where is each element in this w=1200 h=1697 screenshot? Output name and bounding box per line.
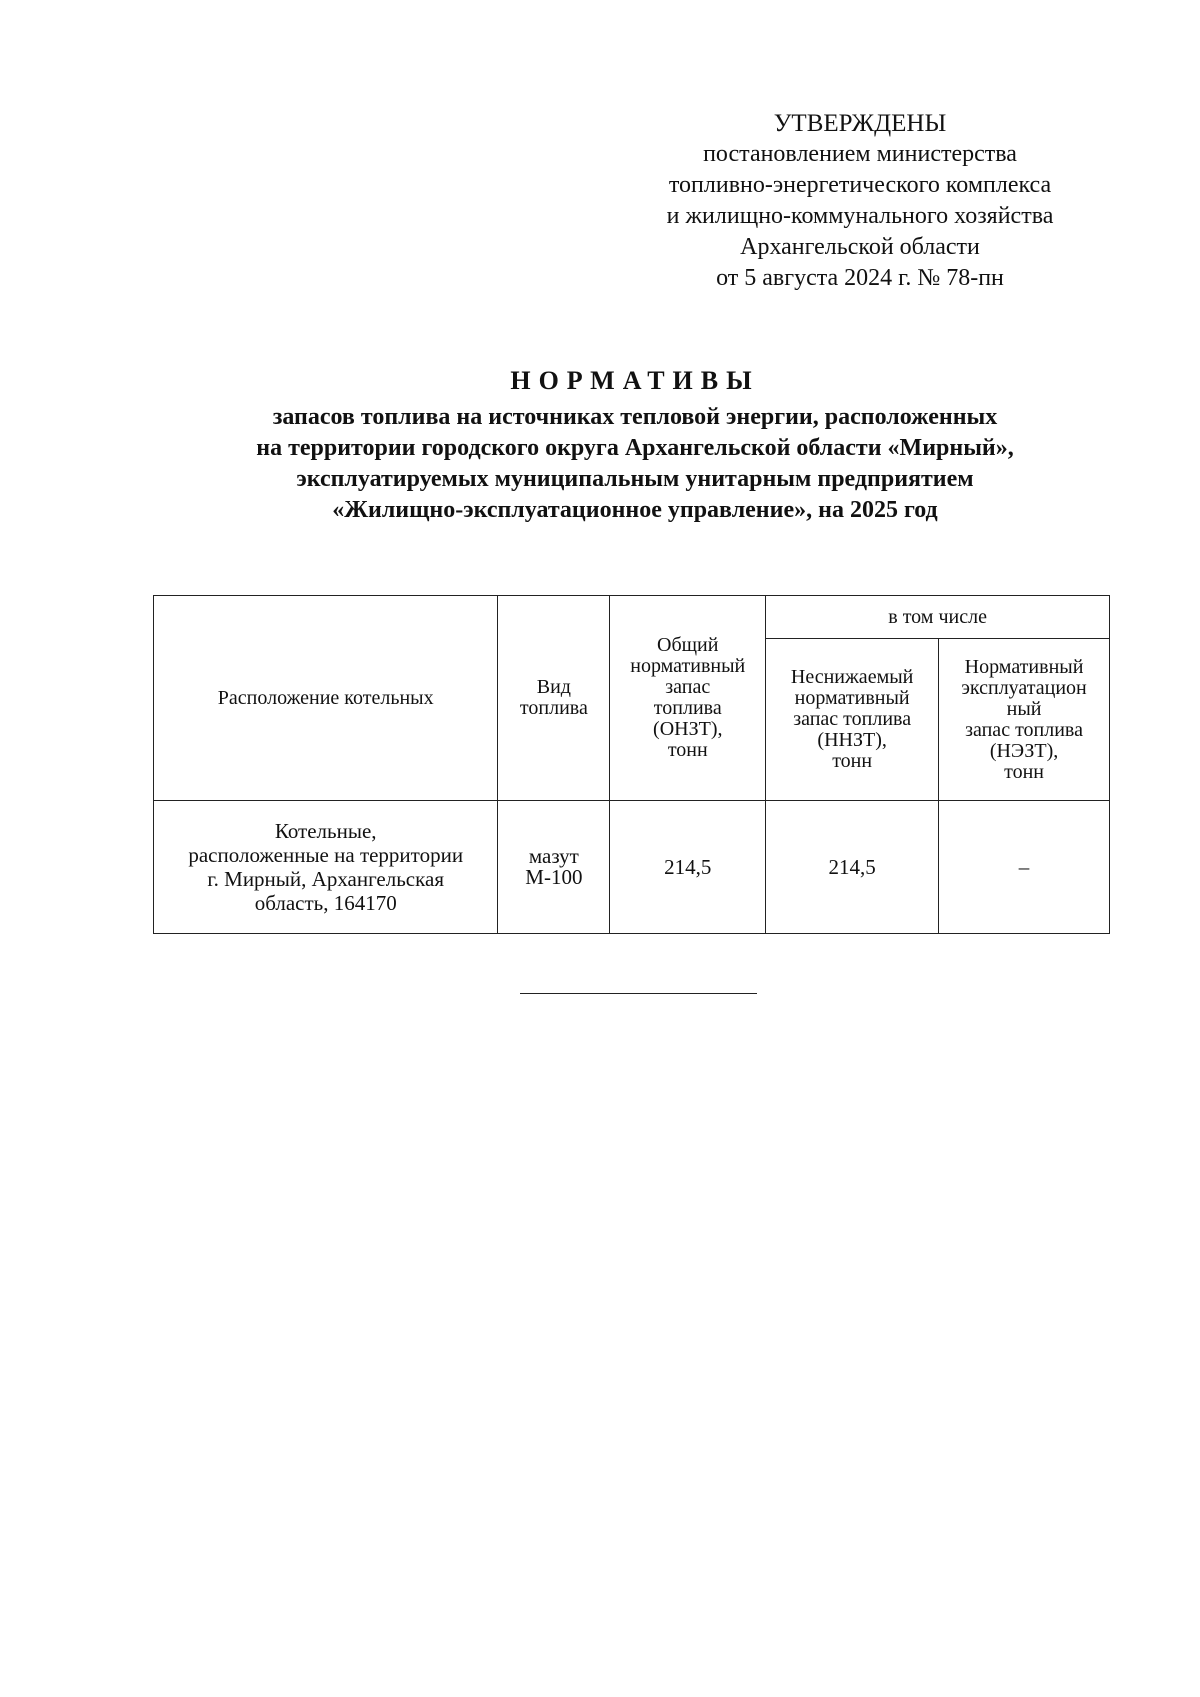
header-text: Нормативный	[964, 655, 1084, 678]
cell-location	[154, 801, 498, 934]
subtitle-line: на территории городского округа Архангельской области «Мирный»,	[256, 435, 1014, 461]
header-text: (ОНЗТ),	[653, 718, 723, 740]
approval-heading: УТВЕРЖДЕНЫ	[773, 110, 947, 137]
header-fuel-type	[498, 596, 610, 801]
header-text: запас топлива	[965, 718, 1083, 741]
cell-text: область, 164170	[254, 891, 397, 915]
cell-text: расположенные на территории	[188, 843, 464, 867]
header-text: Общий	[657, 634, 719, 656]
cell-text: мазут	[528, 844, 579, 868]
approval-line: Архангельской области	[740, 234, 980, 260]
header-including: в том числе	[766, 596, 1110, 639]
header-text: (НЭЗТ),	[989, 739, 1059, 762]
approval-block	[600, 108, 1120, 294]
approval-line: и жилищно-коммунального хозяйства	[666, 203, 1054, 229]
header-text: запас	[665, 676, 711, 698]
end-divider	[520, 993, 757, 994]
header-text: ный	[1006, 697, 1042, 720]
document-title: НОРМАТИВЫ	[510, 366, 760, 395]
cell-fuel-type	[498, 801, 610, 934]
header-text: запас топлива	[793, 708, 912, 730]
header-text: нормативный	[794, 687, 910, 709]
approval-line: от 5 августа 2024 г. № 78-пн	[716, 265, 1004, 291]
cell-operational-reserve: –	[939, 801, 1110, 934]
header-text: топлива	[653, 697, 722, 719]
cell-nonreducible-reserve: 214,5	[766, 801, 939, 934]
table-row	[154, 801, 1110, 934]
header-text: тонн	[1004, 760, 1044, 783]
cell-total-reserve: 214,5	[610, 801, 766, 934]
header-text: Неснижаемый	[790, 666, 914, 688]
cell-text: М-100	[525, 865, 583, 889]
header-text: эксплуатацион	[961, 676, 1087, 699]
approval-line: топливно-энергетического комплекса	[668, 172, 1052, 198]
header-text: топлива	[519, 697, 588, 719]
header-text: тонн	[832, 750, 873, 772]
header-text: (ННЗТ),	[817, 729, 887, 751]
subtitle-line: запасов топлива на источниках тепловой энергии, расположенных	[272, 404, 998, 430]
table-header-row	[154, 596, 1110, 639]
cell-text: г. Мирный, Архангельская	[207, 867, 444, 891]
header-text: нормативный	[630, 655, 746, 677]
header-operational-reserve	[939, 639, 1110, 801]
subtitle-line: эксплуатируемых муниципальным унитарным предприятием	[296, 466, 974, 492]
document-subtitle	[140, 402, 1130, 526]
header-nonreducible-reserve	[766, 639, 939, 801]
header-text: Вид	[536, 676, 571, 698]
norms-table	[153, 595, 1110, 934]
header-total-reserve	[610, 596, 766, 801]
header-location: Расположение котельных	[154, 596, 498, 801]
approval-line: постановлением министерства	[703, 141, 1017, 167]
header-text: тонн	[667, 739, 708, 761]
subtitle-line: «Жилищно-эксплуатационное управление», на 2025 год	[332, 497, 938, 523]
cell-text: Котельные,	[274, 819, 377, 843]
